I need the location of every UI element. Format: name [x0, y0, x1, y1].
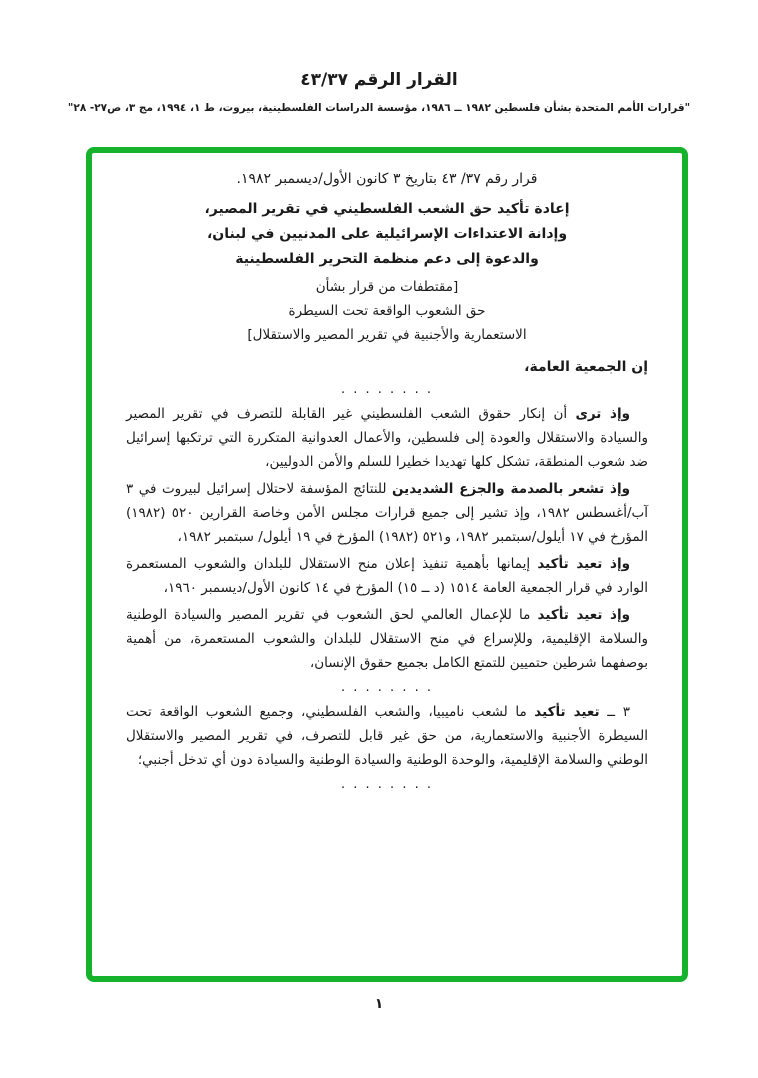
- paragraph-prefix: ٣ ــ: [599, 704, 630, 720]
- paragraph-lead: وإذ تعيد تأكيد: [537, 556, 630, 572]
- paragraph-text: أن إنكار حقوق الشعب الفلسطيني غير القابلة للتصرف في تقرير المصير والسيادة والاستقلال والعودة إلى فلسطين، والأعمال العدوانية المتكررة التي ترتكبها إسرائيل ضد شعوب المنطقة، تشكل كلها تهديدا خطيرا للسلم والأمن الدوليين،: [126, 406, 648, 470]
- resolution-date-line: قرار رقم ٣٧/ ٤٣ بتاريخ ٣ كانون الأول/ديسمبر ١٩٨٢.: [236, 171, 538, 187]
- resolution-box: [86, 147, 688, 982]
- preambular-paragraph: [126, 477, 648, 549]
- ellipsis-dots: . . . . . . . .: [341, 777, 433, 792]
- heading-line: والدعوة إلى دعم منظمة التحرير الفلسطينية: [235, 251, 539, 267]
- preambular-paragraph: [126, 552, 648, 600]
- page-title: القرار الرقم ٤٣/٣٧: [300, 70, 458, 90]
- paragraph-text: ما لشعب ناميبيا، والشعب الفلسطيني، وجميع الشعوب الواقعة تحت السيطرة الأجنبية والاستعمارية، من حق غير قابل للتصرف، في تقرير المصير والاستقلال الوطني والسلامة الإقليمية، والوحدة الوطنية والسيادة الوطنية والسيادة دون أي تدخل أجنبي؛: [126, 704, 648, 768]
- ellipsis-dots: . . . . . . . .: [341, 382, 433, 397]
- resolution-subject: [126, 275, 648, 347]
- paragraph-text: إيمانها بأهمية تنفيذ إعلان منح الاستقلال للبلدان والشعوب المستعمرة الوارد في قرار الجمعية العامة ١٥١٤ (د ــ ١٥) المؤرخ في ١٤ كانون الأول/ديسمبر ١٩٦٠،: [126, 556, 648, 596]
- heading-line: وإدانة الاعتداءات الإسرائيلية على المدنيين في لبنان،: [206, 226, 568, 242]
- paragraph-lead: تعيد تأكيد: [534, 704, 600, 720]
- subject-line: حق الشعوب الواقعة تحت السيطرة: [288, 303, 486, 319]
- preambular-paragraph: [126, 603, 648, 675]
- heading-line: إعادة تأكيد حق الشعب الفلسطيني في تقرير المصير،: [204, 201, 570, 217]
- paragraph-text: ما للإعمال العالمي لحق الشعوب في تقرير المصير والسيادة الوطنية والسلامة الإقليمية، وللإسراع في منح الاستقلال للبلدان والشعوب المستعمرة، من أهمية بوصفهما شرطين حتميين للتمتع الكامل بجميع حقوق الإنسان،: [126, 607, 648, 671]
- subject-line: [مقتطفات من قرار بشأن: [315, 279, 459, 295]
- subject-line: الاستعمارية والأجنبية في تقرير المصير والاستقلال]: [247, 327, 527, 343]
- paragraph-lead: وإذ تعيد تأكيد: [537, 607, 630, 623]
- preambular-paragraph: [126, 402, 648, 474]
- assembly-opening-line: إن الجمعية العامة،: [524, 359, 648, 375]
- resolution-heading: [126, 197, 648, 272]
- page-number: ١: [374, 996, 384, 1012]
- source-citation: "قرارات الأمم المتحدة بشأن فلسطين ١٩٨٢ ــ ١٩٨٦، مؤسسة الدراسات الفلسطينية، بيروت، ط ١، ١٩٩٤، مج ٣، ص٢٧- ٢٨": [67, 102, 691, 114]
- operative-paragraph-3: [126, 700, 648, 772]
- paragraph-text: للنتائج المؤسفة لاحتلال إسرائيل لبيروت في ٣ آب/أغسطس ١٩٨٢، وإذ تشير إلى جميع قرارات مجلس الأمن وخاصة القرارين ٥٢٠ (١٩٨٢) المؤرخ في ١٧ أيلول/سبتمبر ١٩٨٢، و٥٢١ (١٩٨٢) المؤرخ في ١٩ أيلول/ سبتمبر ١٩٨٢،: [126, 481, 648, 545]
- ellipsis-dots: . . . . . . . .: [341, 680, 433, 695]
- paragraph-lead: وإذ ترى: [575, 406, 630, 422]
- paragraph-lead: وإذ تشعر بالصدمة والجزع الشديدين: [392, 481, 630, 497]
